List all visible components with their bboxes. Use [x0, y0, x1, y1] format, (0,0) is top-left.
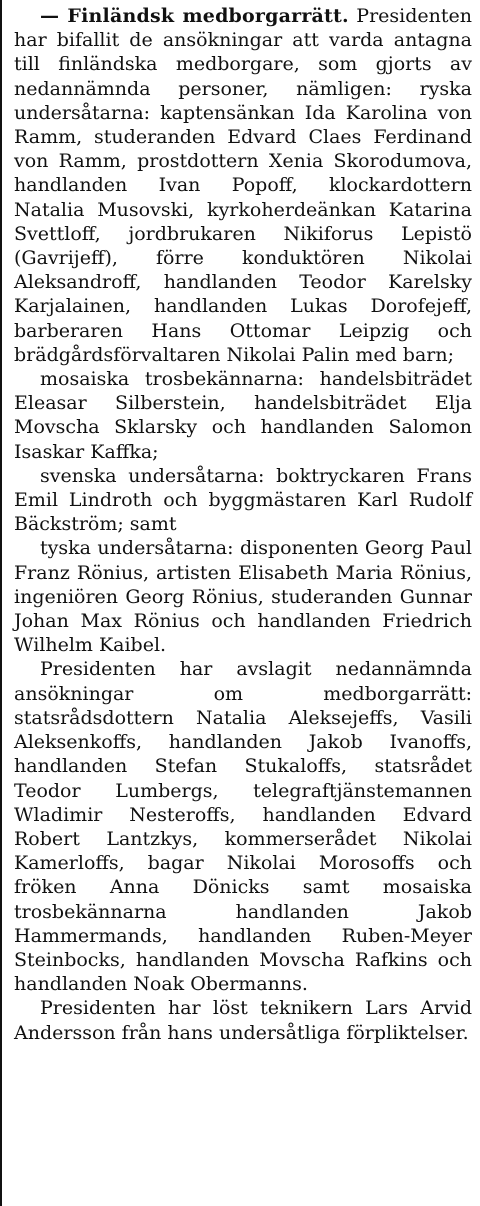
article-paragraph-5: Presidenten har avslagit nedannämnda ansökningar om medborgarrätt: statsrådsdottern Natalia Aleksejeffs, Vasili Aleksenkoffs, handlanden Jakob Ivanoffs, handlanden Stefan Stukaloffs, statsrådet Teodor Lumbergs, telegraftjänstemannen Wladimir Nesteroffs, handlanden Edvard Robert Lantzkys, kommerserådet Nikolai Kamerloffs, bagar Nikolai Morosoffs och fröken Anna Dönicks samt mosaiska trosbekännarna handlanden Jakob Hammermands, handlanden Ruben-Meyer Steinbocks, handlanden Movscha Rafkins och handlanden Noak Obermanns. [14, 658, 472, 996]
article-paragraph-1-text: Presidenten har bifallit de ansökningar att varda antagna till finländska medborgare, som gjorts av nedannämnda personer, nämligen: ryska undersåtarna: kaptensänkan Ida Karolina von Ramm, studeranden Edvard Claes Ferdinand von Ramm, prostdottern Xenia Skorodumova, handlanden Ivan Popoff, klockardottern Natalia Musovski, kyrkoherdeänkan Katarina Svettloff, jordbrukaren Nikiforus Lepistö (Gavrijeff), förre konduktören Nikolai Aleksandroff, handlanden Teodor Karelsky Karjalainen, handlanden Lukas Dorofejeff, barberaren Hans Ottomar Leipzig och brädgårdsförvaltaren Nikolai Palin med barn; [14, 5, 472, 366]
article-paragraph-4: tyska undersåtarna: disponenten Georg Paul Franz Rönius, artisten Elisabeth Maria Rönius, ingeniören Georg Rönius, studeranden Gunnar Johan Max Rönius och handlanden Friedrich Wilhelm Kaibel. [14, 537, 472, 657]
article-paragraph-2: mosaiska trosbekännarna: handelsbiträdet Eleasar Silberstein, handelsbiträdet Elja Movscha Sklarsky och handlanden Salomon Isaskar Kaffka; [14, 368, 472, 463]
article-paragraph-6: Presidenten har löst teknikern Lars Arvid Andersson från hans undersåtliga förpliktelser. [14, 997, 472, 1044]
article-paragraph-1 [14, 4, 472, 367]
article-paragraph-3: svenska undersåtarna: boktryckaren Frans Emil Lindroth och byggmästaren Karl Rudolf Bäckström; samt [14, 464, 472, 536]
article-headline: — Finländsk medborgarrätt. [40, 5, 349, 27]
